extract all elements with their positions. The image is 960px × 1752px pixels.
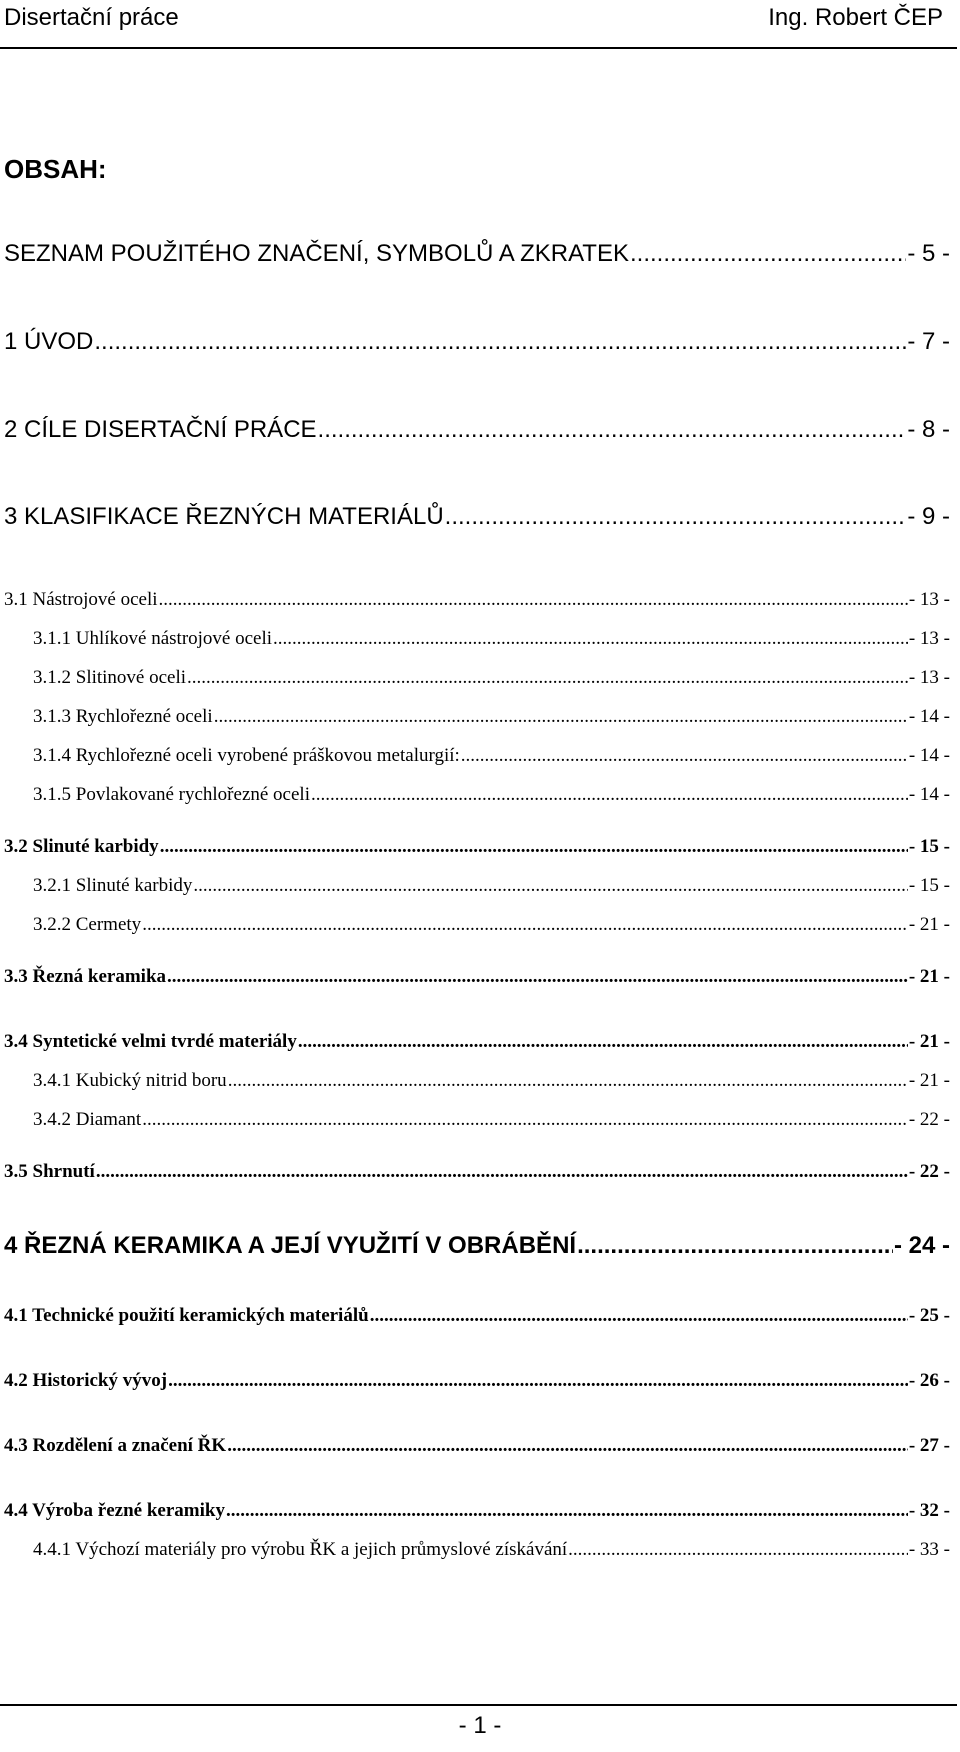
toc-entry[interactable] — [33, 1070, 950, 1092]
toc-entry-label: 3.1.1 Uhlíkové nástrojové oceli — [33, 628, 273, 649]
toc-title: OBSAH: — [4, 154, 107, 184]
toc-entry-page: - 14 - — [908, 706, 950, 727]
toc-entry-label: 3.2.2 Cermety — [33, 914, 142, 935]
toc-entry-page: - 9 - — [907, 503, 950, 530]
toc-entry-page: - 26 - — [908, 1370, 950, 1391]
toc-entry-page: - 21 - — [908, 1031, 950, 1052]
toc-entry-page: - 32 - — [908, 1500, 950, 1521]
toc-entry[interactable] — [4, 328, 950, 356]
toc-entry[interactable] — [4, 1161, 950, 1183]
toc-leader-dots — [568, 1539, 908, 1561]
toc-entry-page: - 21 - — [908, 914, 950, 935]
toc-leader-dots — [370, 1305, 908, 1327]
toc-leader-dots — [318, 416, 907, 444]
toc-leader-dots — [461, 745, 908, 767]
toc-entry-label: 3.3 Řezná keramika — [4, 966, 167, 987]
toc-entry[interactable] — [4, 1370, 950, 1392]
toc-entry-page: - 27 - — [908, 1435, 950, 1456]
toc-entry[interactable] — [33, 875, 950, 897]
toc-entry[interactable] — [33, 706, 950, 728]
toc-leader-dots — [167, 966, 908, 988]
toc-leader-dots — [142, 914, 908, 936]
toc-entry-label: 3.5 Shrnutí — [4, 1161, 95, 1182]
toc-entry-label: 3.1.4 Rychlořezné oceli vyrobené práškovou metalurgií: — [33, 745, 460, 766]
footer-page-number: - 1 - — [458, 1712, 502, 1739]
toc-entry[interactable] — [33, 1539, 950, 1561]
toc-entry[interactable] — [33, 745, 950, 767]
toc-entry-label: 4.4 Výroba řezné keramiky — [4, 1500, 225, 1521]
toc-leader-dots — [630, 240, 906, 268]
toc-entry[interactable] — [4, 503, 950, 531]
toc-entry-page: - 13 - — [908, 589, 950, 610]
toc-entry[interactable] — [4, 240, 950, 268]
toc-entry-label: 1 ÚVOD — [4, 328, 94, 355]
toc-leader-dots — [273, 628, 908, 650]
toc-leader-dots — [577, 1232, 893, 1260]
toc-leader-dots — [311, 784, 908, 806]
toc-entry[interactable] — [4, 836, 950, 858]
toc-entry-label: 3.2.1 Slinuté karbidy — [33, 875, 193, 896]
toc-entry-page: - 21 - — [908, 966, 950, 987]
toc-entry-page: - 24 - — [893, 1232, 950, 1259]
toc-entry[interactable] — [4, 589, 950, 611]
toc-entry-label: 4.3 Rozdělení a značení ŘK — [4, 1435, 227, 1456]
toc-entry-page: - 14 - — [908, 784, 950, 805]
toc-entry[interactable] — [33, 784, 950, 806]
toc-entry-label: 4.1 Technické použití keramických materiálů — [4, 1305, 369, 1326]
toc-leader-dots — [227, 1435, 908, 1457]
header-document-type: Disertační práce — [4, 4, 179, 31]
toc-entry[interactable] — [4, 1232, 950, 1260]
toc-entry-page: - 33 - — [908, 1539, 950, 1560]
toc-leader-dots — [298, 1031, 908, 1053]
toc-entry-page: - 13 - — [908, 628, 950, 649]
toc-leader-dots — [445, 503, 907, 531]
footer-divider — [0, 1704, 957, 1706]
toc-leader-dots — [187, 667, 908, 689]
toc-entry-page: - 15 - — [908, 875, 950, 896]
toc-leader-dots — [228, 1070, 908, 1092]
toc-leader-dots — [160, 836, 908, 858]
toc-entry-label: 4.4.1 Výchozí materiály pro výrobu ŘK a jejich průmyslové získávání — [33, 1539, 568, 1560]
toc-entry[interactable] — [33, 667, 950, 689]
toc-entry[interactable] — [33, 628, 950, 650]
toc-entry-label: 3.2 Slinuté karbidy — [4, 836, 159, 857]
toc-entry-page: - 15 - — [908, 836, 950, 857]
header-author: Ing. Robert ČEP — [768, 4, 943, 31]
toc-entry-label: 2 CÍLE DISERTAČNÍ PRÁCE — [4, 416, 317, 443]
toc-entry[interactable] — [4, 1031, 950, 1053]
toc-entry[interactable] — [4, 1500, 950, 1522]
toc-entry-page: - 5 - — [907, 240, 950, 267]
toc-entry-page: - 21 - — [908, 1070, 950, 1091]
toc-entry-label: 3.1.5 Povlakované rychlořezné oceli — [33, 784, 310, 805]
toc-entry-label: 4.2 Historický vývoj — [4, 1370, 168, 1391]
toc-entry-page: - 22 - — [908, 1109, 950, 1130]
toc-leader-dots — [94, 328, 906, 356]
toc-entry-label: 3.4.2 Diamant — [33, 1109, 142, 1130]
toc-entry[interactable] — [33, 914, 950, 936]
toc-entry-page: - 13 - — [908, 667, 950, 688]
toc-entry-label: 4 ŘEZNÁ KERAMIKA A JEJÍ VYUŽITÍ V OBRÁBĚNÍ — [4, 1232, 577, 1259]
toc-entry-label: 3.1 Nástrojové oceli — [4, 589, 158, 610]
toc-entry-label: 3.1.2 Slitinové oceli — [33, 667, 187, 688]
toc-entry-label: 3.4.1 Kubický nitrid boru — [33, 1070, 227, 1091]
toc-leader-dots — [193, 875, 907, 897]
toc-leader-dots — [168, 1370, 908, 1392]
toc-entry-label: 3.4 Syntetické velmi tvrdé materiály — [4, 1031, 297, 1052]
toc-leader-dots — [96, 1161, 908, 1183]
toc-entry-label: 3 KLASIFIKACE ŘEZNÝCH MATERIÁLŮ — [4, 503, 444, 530]
toc-leader-dots — [214, 706, 908, 728]
toc-entry[interactable] — [4, 416, 950, 444]
toc-leader-dots — [142, 1109, 908, 1131]
toc-entry[interactable] — [33, 1109, 950, 1131]
toc-entry[interactable] — [4, 1435, 950, 1457]
toc-entry-page: - 8 - — [907, 416, 950, 443]
toc-entry-page: - 7 - — [907, 328, 950, 355]
toc-entry-page: - 22 - — [908, 1161, 950, 1182]
toc-entry-page: - 14 - — [908, 745, 950, 766]
toc-entry-label: 3.1.3 Rychlořezné oceli — [33, 706, 213, 727]
toc-entry[interactable] — [4, 1305, 950, 1327]
toc-entry[interactable] — [4, 966, 950, 988]
toc-entry-label: SEZNAM POUŽITÉHO ZNAČENÍ, SYMBOLŮ A ZKRATEK — [4, 240, 629, 267]
toc-leader-dots — [159, 589, 908, 611]
toc-leader-dots — [226, 1500, 908, 1522]
toc-entry-page: - 25 - — [908, 1305, 950, 1326]
